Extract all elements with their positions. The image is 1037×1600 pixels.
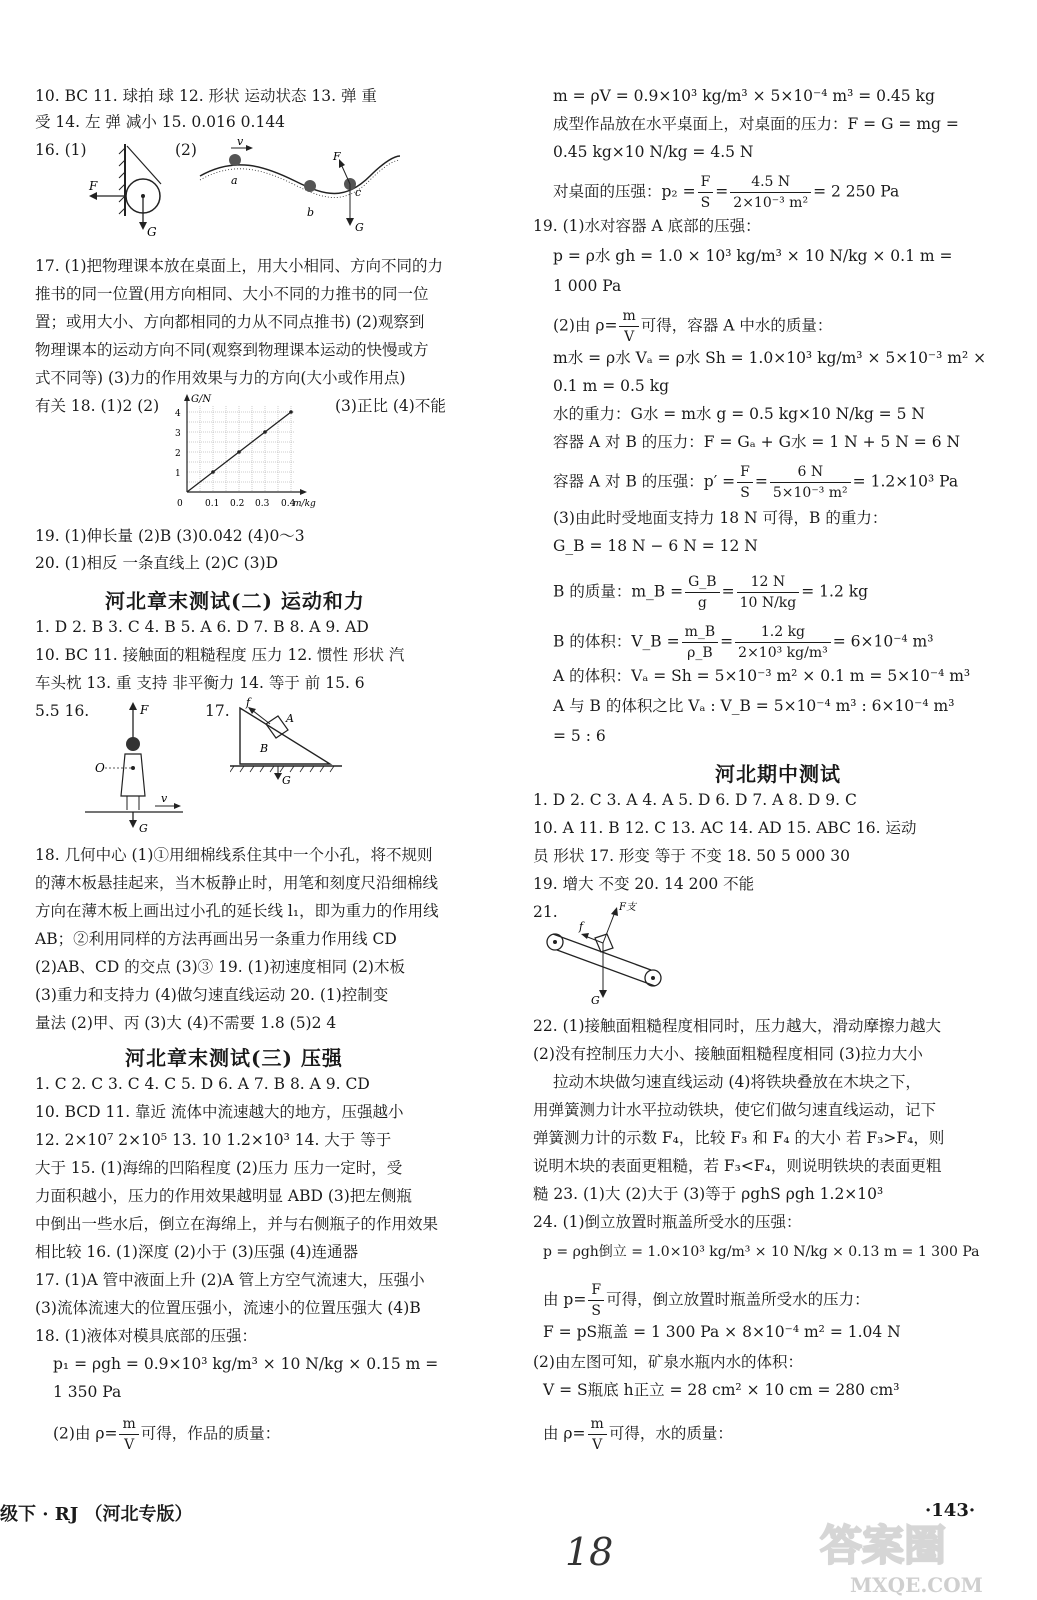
- svg-text:0.4: 0.4: [281, 499, 296, 509]
- svg-text:f: f: [579, 920, 584, 933]
- svg-text:F: F: [333, 150, 341, 163]
- text: 可得，水的质量：: [608, 1424, 733, 1443]
- answer-line: (3)流体流速大的位置压强小，流速小的位置压强大 (4)B: [35, 1299, 421, 1317]
- svg-text:F支: F支: [619, 902, 636, 913]
- denominator: V: [624, 329, 635, 345]
- text: 由 p=: [543, 1290, 587, 1309]
- formula-line: 1 000 Pa: [553, 277, 622, 295]
- formula-line: 1 350 Pa: [53, 1383, 122, 1401]
- figure-conveyor-belt: [543, 898, 673, 1008]
- answer-line: 推书的同一位置(用方向相同、大小不同的力推书的同一位: [35, 285, 429, 303]
- formula-line: [553, 306, 832, 347]
- numerator: m_B: [682, 622, 719, 643]
- answer-line: (3)重力和支持力 (4)做匀速直线运动 20. (1)控制变: [35, 986, 389, 1004]
- numerator: 6 N: [770, 462, 851, 483]
- fraction: [730, 172, 811, 213]
- fraction: [770, 462, 851, 503]
- answer-line: 17. (1)A 管中液面上升 (2)A 管上方空气流速大，压强小: [35, 1271, 425, 1289]
- denominator: S: [740, 485, 750, 501]
- svg-text:m/kg: m/kg: [293, 499, 316, 509]
- numerator: F: [737, 462, 753, 483]
- numerator: 12 N: [737, 572, 800, 593]
- svg-text:O: O: [95, 761, 105, 775]
- svg-text:3: 3: [175, 429, 181, 439]
- answer-line: 弹簧测力计的示数 F₄，比较 F₃ 和 F₄ 的大小 若 F₃>F₄，则: [533, 1129, 945, 1147]
- answer-line: 相比较 16. (1)深度 (2)小于 (3)压强 (4)连通器: [35, 1243, 359, 1261]
- watermark-logo: [800, 1510, 1020, 1600]
- answer-line: 车头枕 13. 重 支持 非平衡力 14. 等于 前 15. 6: [35, 674, 365, 692]
- answer-line: 1. D 2. C 3. A 4. A 5. D 6. D 7. A 8. D 9. C: [533, 791, 857, 809]
- figure-g-m-graph: [175, 392, 325, 522]
- formula-line: m水 = ρ水 Vₐ = ρ水 Sh = 1.0×10³ kg/m³ × 5×10⁻³ m² ×: [553, 349, 987, 367]
- answer-line: 的薄木板悬挂起来，当木板静止时，用笔和刻度尺沿细棉线: [35, 874, 439, 892]
- numerator: m: [588, 1414, 607, 1435]
- formula-line: G_B = 18 N − 6 N = 12 N: [553, 537, 758, 555]
- svg-text:A: A: [286, 712, 294, 725]
- answer-line: 18. 几何中心 (1)①用细棉线系住其中一个小孔，将不规则: [35, 846, 433, 864]
- svg-text:1: 1: [175, 469, 181, 479]
- fraction: [737, 572, 800, 613]
- formula-line: [553, 622, 933, 663]
- svg-text:0.2: 0.2: [230, 499, 245, 509]
- answer-line: 19. (1)伸长量 (2)B (3)0.042 (4)0～3: [35, 527, 305, 545]
- fraction: [588, 1280, 604, 1321]
- answer-line: 式不同等) (3)力的作用效果与力的方向(大小或作用点): [35, 369, 406, 387]
- section-heading: 河北章末测试(二) 运动和力: [105, 589, 365, 613]
- text: = 1.2×10³ Pa: [852, 472, 959, 491]
- fraction: [737, 462, 753, 503]
- formula-line: 容器 A 对 B 的压力：F = Gₐ + G水 = 1 N + 5 N = 6 N: [553, 433, 961, 451]
- answer-line: 员 形状 17. 形变 等于 不变 18. 50 5 000 30: [533, 847, 850, 865]
- text: = 1.2 kg: [801, 582, 869, 601]
- denominator: S: [700, 195, 711, 211]
- formula-line: p = ρgh倒立 = 1.0×10³ kg/m³ × 10 N/kg × 0.13 m = 1 300 Pa: [543, 1244, 980, 1260]
- formula-line: (2)由左图可知，矿泉水瓶内水的体积：: [533, 1353, 803, 1371]
- formula-line: A 与 B 的体积之比 Vₐ : V_B = 5×10⁻⁴ m³ : 6×10⁻⁴ m³: [553, 697, 955, 715]
- answer-line: 中倒出一些水后，倒立在海绵上，并与右侧瓶子的作用效果: [35, 1215, 439, 1233]
- answer-line: 10. BC 11. 接触面的粗糙程度 压力 12. 惯性 形状 汽: [35, 646, 405, 664]
- numerator: m: [119, 1414, 138, 1435]
- answer-line: 19. 增大 不变 20. 14 200 不能: [533, 875, 755, 893]
- fraction: [588, 1414, 607, 1455]
- svg-text:F: F: [140, 703, 149, 717]
- figure-roller-coaster: [195, 136, 405, 236]
- svg-text:MXQE.COM: MXQE.COM: [850, 1573, 983, 1597]
- denominator: 2×10³ kg/m³: [738, 645, 828, 661]
- answer-line: 有关 18. (1)2 (2): [35, 397, 160, 415]
- svg-text:18: 18: [565, 1530, 614, 1574]
- answer-line: 受 14. 左 弹 减小 15. 0.016 0.144: [35, 113, 286, 131]
- answer-line: 置；或用大小、方向都相同的力从不同点推书) (2)观察到: [35, 313, 425, 331]
- svg-text:0: 0: [177, 499, 183, 509]
- fraction: [698, 172, 714, 213]
- denominator: V: [124, 1437, 135, 1453]
- formula-line: A 的体积：Vₐ = Sh = 5×10⁻³ m² × 0.1 m = 5×10⁻⁴ m³: [553, 667, 971, 685]
- svg-text:a: a: [231, 174, 238, 187]
- svg-text:c: c: [355, 186, 362, 199]
- answer-line: 糙 23. (1)大 (2)大于 (3)等于 ρghS ρgh 1.2×10³: [533, 1185, 884, 1203]
- denominator: V: [592, 1437, 603, 1453]
- figure-person-standing: [85, 696, 185, 836]
- answer-line: 10. BC 11. 球拍 球 12. 形状 运动状态 13. 弹 重: [35, 87, 377, 105]
- answer-line: (3)正比 (4)不能: [335, 397, 446, 415]
- text: B 的质量：m_B =: [553, 582, 684, 601]
- formula-line: 0.1 m = 0.5 kg: [553, 377, 670, 395]
- footer-book-info: 级下 · RJ （河北专版）: [0, 1504, 193, 1525]
- fraction: [682, 622, 719, 663]
- text: 可得，作品的质量：: [140, 1424, 281, 1443]
- formula-line: m = ρV = 0.9×10³ kg/m³ × 5×10⁻⁴ m³ = 0.45 kg: [553, 87, 935, 105]
- formula-line: = 5 : 6: [553, 727, 606, 745]
- text: = 6×10⁻⁴ m³: [832, 632, 934, 651]
- answer-line: 21.: [533, 903, 558, 921]
- svg-text:G/N: G/N: [191, 394, 212, 405]
- fraction: [685, 572, 719, 613]
- svg-text:0.1: 0.1: [205, 499, 220, 509]
- numerator: 4.5 N: [730, 172, 811, 193]
- denominator: 5×10⁻³ m²: [772, 485, 848, 501]
- fraction: [735, 622, 831, 663]
- text: =: [715, 182, 729, 201]
- answer-line: 5.5 16.: [35, 702, 90, 720]
- svg-text:F: F: [89, 179, 98, 193]
- answer-line: 1. C 2. C 3. C 4. C 5. D 6. A 7. B 8. A 9. CD: [35, 1075, 370, 1093]
- svg-text:答案圈: 答案圈: [820, 1521, 947, 1570]
- denominator: ρ_B: [687, 645, 713, 661]
- answer-line: 物理课本的运动方向不同(观察到物理课本运动的快慢或方: [35, 341, 429, 359]
- answer-line: 大于 15. (1)海绵的凹陷程度 (2)压力 压力一定时，受: [35, 1159, 403, 1177]
- formula-line: [53, 1414, 280, 1455]
- fraction: [119, 1414, 138, 1455]
- answer-line: 17.: [205, 702, 230, 720]
- denominator: S: [591, 1303, 601, 1319]
- text: =: [720, 632, 734, 651]
- numerator: G_B: [685, 572, 719, 593]
- answer-line: AB；②利用同样的方法再画出另一条重力作用线 CD: [35, 930, 397, 948]
- fraction: [619, 306, 638, 347]
- formula-line: [543, 1280, 870, 1321]
- answer-line: 力面积越小，压力的作用效果越明显 ABD (3)把左侧瓶: [35, 1187, 412, 1205]
- answer-line: (2): [175, 141, 197, 159]
- formula-line: p = ρ水 gh = 1.0 × 10³ kg/m³ × 10 N/kg × 0.1 m =: [553, 247, 953, 265]
- svg-text:v: v: [161, 792, 168, 805]
- figure-ball-against-wall: [75, 140, 185, 240]
- text: B 的体积：V_B =: [553, 632, 680, 651]
- svg-text:2: 2: [175, 449, 181, 459]
- text: 可得，倒立放置时瓶盖所受水的压力：: [606, 1290, 870, 1309]
- answer-line: (2)AB、CD 的交点 (3)③ 19. (1)初速度相同 (2)木板: [35, 958, 405, 976]
- numerator: 1.2 kg: [735, 622, 831, 643]
- answer-line: 10. A 11. B 12. C 13. AC 14. AD 15. ABC 16. 运动: [533, 819, 917, 837]
- svg-text:4: 4: [175, 409, 181, 419]
- svg-text:B: B: [260, 742, 269, 755]
- answer-line: 19. (1)水对容器 A 底部的压强：: [533, 217, 761, 235]
- text: 容器 A 对 B 的压强：p′ =: [553, 472, 736, 491]
- formula-line: [553, 572, 868, 613]
- page-number: ·143·: [925, 1500, 976, 1521]
- figure-block-on-incline: [230, 696, 350, 786]
- answer-line: 22. (1)接触面粗糙程度相同时，压力越大，滑动摩擦力越大: [533, 1017, 942, 1035]
- svg-text:G: G: [147, 225, 157, 239]
- answer-line: 12. 2×10⁷ 2×10⁵ 13. 10 1.2×10³ 14. 大于 等于: [35, 1131, 392, 1149]
- denominator: 10 N/kg: [739, 595, 797, 611]
- answer-line: 量法 (2)甲、丙 (3)大 (4)不需要 1.8 (5)2 4: [35, 1014, 337, 1032]
- svg-text:G: G: [591, 994, 600, 1007]
- svg-text:G: G: [282, 774, 291, 786]
- svg-text:v: v: [237, 136, 244, 148]
- formula-line: 水的重力：G水 = m水 g = 0.5 kg×10 N/kg = 5 N: [553, 405, 925, 423]
- handwritten-mark: [560, 1520, 620, 1580]
- section-heading: 河北期中测试: [715, 762, 841, 786]
- answer-line: 说明木块的表面更粗糙，若 F₃<F₄，则说明铁块的表面更粗: [533, 1157, 942, 1175]
- formula-line: [543, 1414, 733, 1455]
- text: =: [754, 472, 768, 491]
- text: = 2 250 Pa: [813, 182, 900, 201]
- answer-line: 拉动木块做匀速直线运动 (4)将铁块叠放在木块之下，: [553, 1073, 921, 1091]
- numerator: m: [619, 306, 638, 327]
- text: =: [721, 582, 735, 601]
- numerator: F: [588, 1280, 604, 1301]
- formula-line: V = S瓶底 h正立 = 28 cm² × 10 cm = 280 cm³: [543, 1381, 900, 1399]
- answer-line: (2)没有控制压力大小、接触面粗糙程度相同 (3)拉力大小: [533, 1045, 923, 1063]
- answer-line: 20. (1)相反 一条直线上 (2)C (3)D: [35, 554, 279, 572]
- denominator: g: [697, 595, 707, 611]
- answer-line: 24. (1)倒立放置时瓶盖所受水的压强：: [533, 1213, 802, 1231]
- answer-line: 方向在薄木板上画出过小孔的延长线 l₁，即为重力的作用线: [35, 902, 439, 920]
- text: (2)由 ρ=: [53, 1424, 118, 1443]
- answer-line: 1. D 2. B 3. C 4. B 5. A 6. D 7. B 8. A 9. AD: [35, 618, 369, 636]
- formula-line: 0.45 kg×10 N/kg = 4.5 N: [553, 143, 754, 161]
- formula-line: F = pS瓶盖 = 1 300 Pa × 8×10⁻⁴ m² = 1.04 N: [543, 1323, 901, 1341]
- formula-line: [553, 462, 958, 503]
- answer-line: 10. BCD 11. 靠近 流体中流速越大的地方，压强越小: [35, 1103, 404, 1121]
- answer-line: 16. (1): [35, 141, 87, 159]
- svg-text:b: b: [307, 206, 315, 219]
- denominator: 2×10⁻³ m²: [733, 195, 809, 211]
- svg-text:f: f: [246, 696, 251, 709]
- formula-line: (3)由此时受地面支持力 18 N 可得，B 的重力：: [553, 509, 888, 527]
- text: 可得，容器 A 中水的质量：: [640, 316, 833, 335]
- svg-text:G: G: [355, 221, 364, 234]
- answer-line: 18. (1)液体对模具底部的压强：: [35, 1327, 258, 1345]
- text: (2)由 ρ=: [553, 316, 618, 335]
- svg-text:0.3: 0.3: [255, 499, 270, 509]
- text: 由 ρ=: [543, 1424, 586, 1443]
- answer-line: 17. (1)把物理课本放在桌面上，用大小相同、方向不同的力: [35, 257, 444, 275]
- formula-line: p₁ = ρgh = 0.9×10³ kg/m³ × 10 N/kg × 0.15 m =: [53, 1355, 439, 1373]
- answer-line: 用弹簧测力计水平拉动铁块，使它们做匀速直线运动，记下: [533, 1101, 937, 1119]
- text: 对桌面的压强：p₂ =: [553, 182, 696, 201]
- svg-text:G: G: [139, 822, 148, 835]
- section-heading: 河北章末测试(三) 压强: [125, 1046, 343, 1070]
- formula-line: [553, 172, 899, 213]
- formula-line: 成型作品放在水平桌面上，对桌面的压力：F = G = mg =: [553, 115, 959, 133]
- numerator: F: [698, 172, 714, 193]
